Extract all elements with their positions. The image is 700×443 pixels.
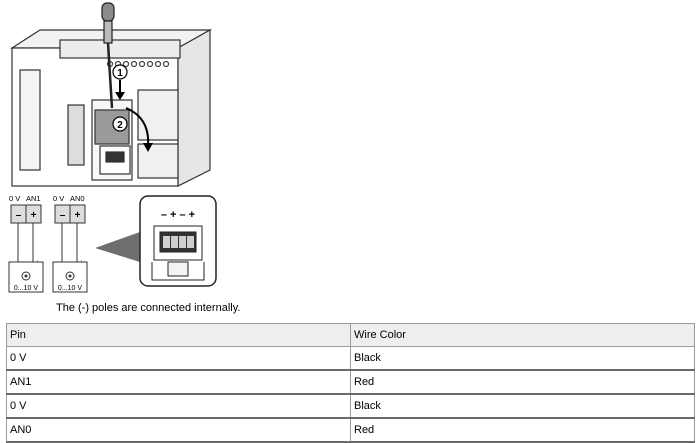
svg-text:AN0: AN0 [70, 194, 85, 203]
svg-text:1: 1 [117, 68, 123, 79]
svg-text:0...10 V: 0...10 V [13, 285, 39, 292]
terminal-group-an0 [53, 194, 87, 292]
table-row [7, 418, 695, 442]
wire-color-table [6, 323, 695, 443]
pin-cell: 0 V [7, 347, 351, 371]
pin-cell: 0 V [7, 394, 351, 418]
pin-cell: AN0 [7, 418, 351, 442]
column-header-pin: Pin [7, 324, 351, 347]
svg-text:0 V: 0 V [53, 194, 65, 203]
diagram-caption: The (-) poles are connected internally. [56, 302, 241, 314]
svg-text:+: + [74, 210, 81, 221]
step-1-marker [113, 65, 127, 79]
svg-text:+: + [30, 210, 37, 221]
connector-zoom-detail [140, 196, 216, 286]
table-row [7, 370, 695, 394]
svg-text:–: – [59, 210, 66, 221]
table-row [7, 394, 695, 418]
svg-text:2: 2 [117, 120, 123, 131]
step-2-marker [113, 117, 127, 131]
wire-color-cell: Black [351, 394, 695, 418]
svg-text:0...10 V: 0...10 V [57, 285, 83, 292]
wire-color-cell: Red [351, 418, 695, 442]
table-header-row [7, 324, 695, 347]
wire-color-cell: Red [351, 370, 695, 394]
pin-cell: AN1 [7, 370, 351, 394]
svg-text:– + – +: – + – + [160, 209, 196, 221]
svg-text:0 V: 0 V [9, 194, 21, 203]
svg-text:AN1: AN1 [26, 194, 41, 203]
terminal-group-an1 [9, 194, 43, 292]
column-header-wire-color: Wire Color [351, 324, 695, 347]
table-row [7, 347, 695, 371]
callout-pointer [95, 232, 140, 262]
svg-text:–: – [15, 210, 22, 221]
wire-color-cell: Black [351, 347, 695, 371]
